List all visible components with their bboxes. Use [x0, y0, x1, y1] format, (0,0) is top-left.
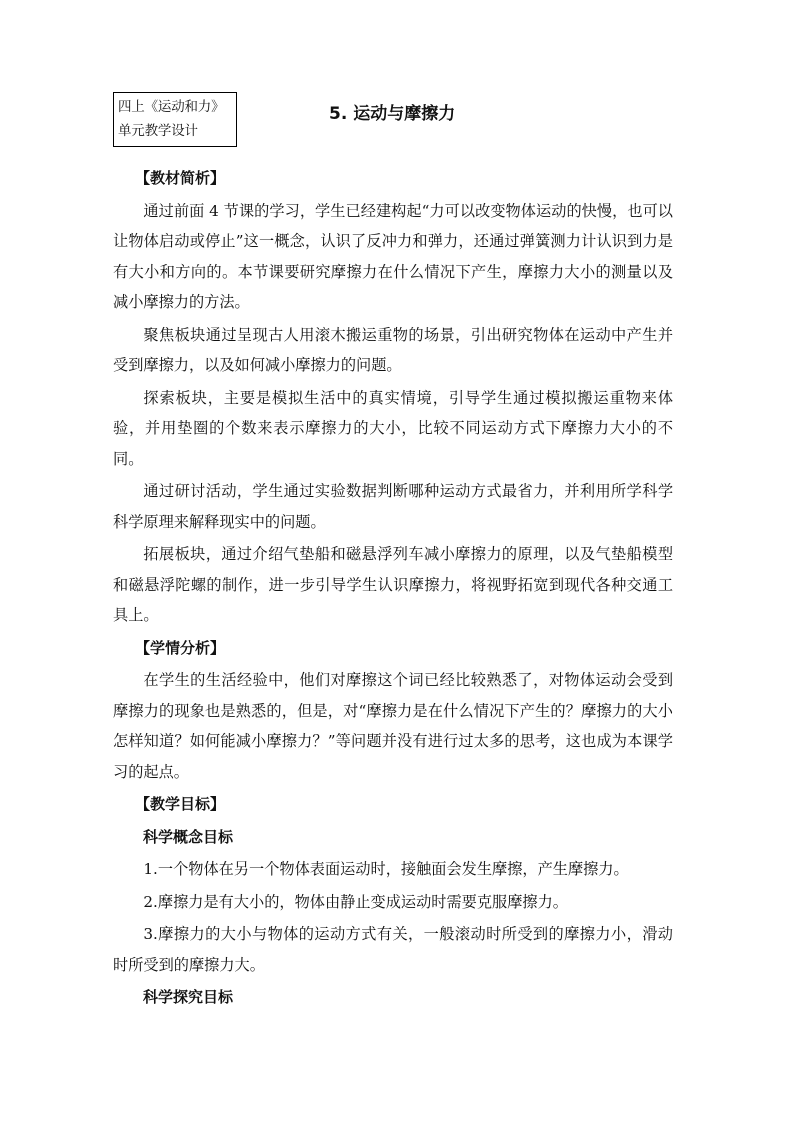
- unit-label-line-1: 四上《运动和力》: [118, 99, 225, 115]
- list-item: 2.摩擦力是有大小的，物体由静止变成运动时需要克服摩擦力。: [143, 892, 568, 911]
- subheading-concept-goals: 科学概念目标: [143, 827, 234, 846]
- paragraph: 探索板块，主要是模拟生活中的真实情境，引导学生通过模拟搬运重物来体验，并用垫圈的个数来表示摩擦力的大小，比较不同运动方式下摩擦力大小的不同。: [113, 388, 673, 468]
- document-body: [113, 163, 673, 1015]
- unit-label-line-2: 单元教学设计: [118, 123, 198, 139]
- paragraph: 通过研讨活动，学生通过实验数据判断哪种运动方式最省力，并利用所学科学科学原理来解释现实中的问题。: [113, 482, 673, 531]
- paragraph: 在学生的生活经验中，他们对摩擦这个词已经比较熟悉了，对物体运动会受到摩擦力的现象也是熟悉的，但是，对“摩擦力是在什么情况下产生的？摩擦力的大小怎样知道？如何能减小摩擦力？”等问题并没有进行过太多的思考，这也成为本课学习的起点。: [113, 671, 673, 781]
- page-title: 5. 运动与摩擦力: [329, 104, 456, 124]
- paragraph: 通过前面 4 节课的学习，学生已经建构起“力可以改变物体运动的快慢，也可以让物体启动或停止”这一概念，认识了反冲力和弹力，还通过弹簧测力计认识到力是有大小和方向的。本节课要研究摩擦力在什么情况下产生，摩擦力大小的测量以及减小摩擦力的方法。: [113, 201, 673, 311]
- paragraph: 拓展板块，通过介绍气垫船和磁悬浮列车减小摩擦力的原理，以及气垫船模型和磁悬浮陀螺的制作，进一步引导学生认识摩擦力，将视野拓宽到现代各种交通工具上。: [113, 545, 673, 624]
- list-item: 3.摩擦力的大小与物体的运动方式有关，一般滚动时所受到的摩擦力小，滑动时所受到的摩擦力大。: [113, 925, 673, 974]
- section-heading-learner: 【学情分析】: [135, 638, 226, 657]
- list-item: 1.一个物体在另一个物体表面运动时，接触面会发生摩擦，产生摩擦力。: [143, 860, 629, 878]
- unit-label-box: [113, 92, 237, 147]
- section-heading-goals: 【教学目标】: [135, 795, 226, 813]
- paragraph: 聚焦板块通过呈现古人用滚木搬运重物的场景，引出研究物体在运动中产生并受到摩擦力，以及如何减小摩擦力的问题。: [113, 325, 673, 374]
- section-heading-textbook: 【教材简析】: [135, 169, 226, 187]
- subheading-inquiry-goals: 科学探究目标: [143, 988, 234, 1006]
